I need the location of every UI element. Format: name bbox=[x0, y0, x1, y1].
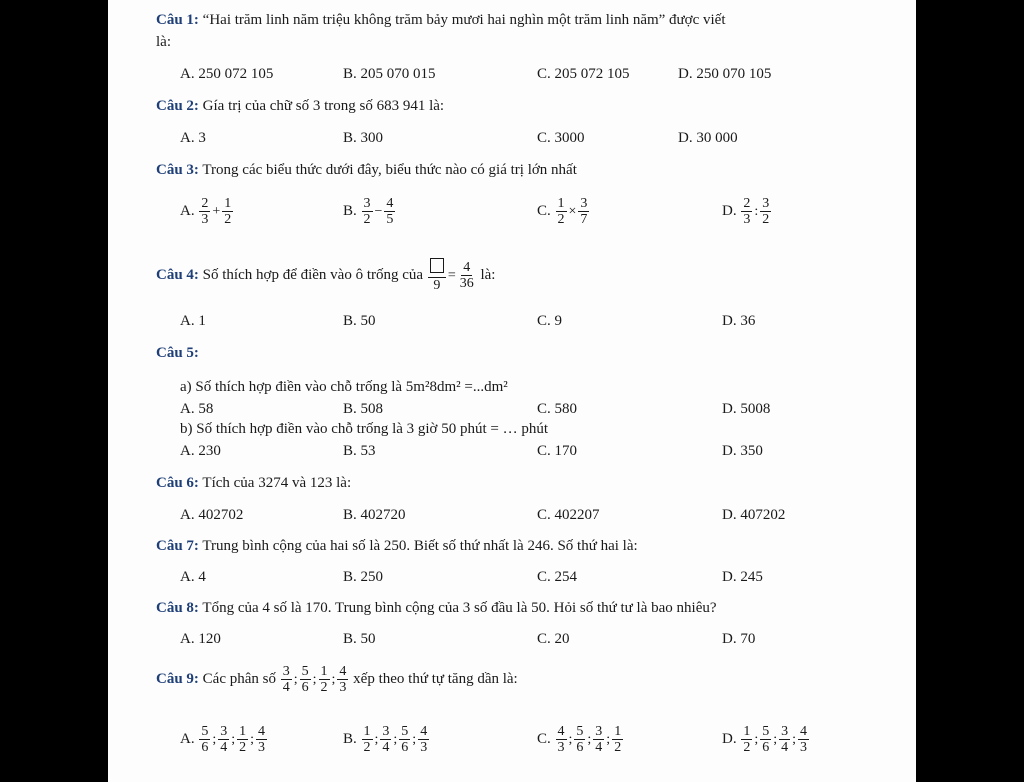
q3-option-d[interactable] bbox=[722, 196, 772, 227]
q9-option-c[interactable] bbox=[537, 724, 624, 755]
question-number: Câu 5: bbox=[156, 345, 199, 361]
q6-option-b[interactable]: B. 402720 bbox=[343, 507, 406, 523]
cut-off-next-line bbox=[150, 772, 850, 782]
denominator: 3 bbox=[743, 212, 751, 227]
fraction bbox=[384, 196, 395, 227]
q6-option-d[interactable]: D. 407202 bbox=[722, 507, 786, 523]
question-text: Tích của 3274 và 123 là: bbox=[202, 475, 352, 491]
denominator: 9 bbox=[433, 278, 441, 293]
equals-sign: = bbox=[447, 267, 456, 283]
q9-option-a[interactable] bbox=[180, 724, 268, 755]
option-label: D. bbox=[722, 203, 737, 219]
fraction bbox=[300, 664, 311, 695]
question-text: Tổng của 4 số là 170. Trung bình cộng của 3 số đầu là 50. Hỏi số thứ tư là bao nhiêu? bbox=[202, 600, 717, 616]
fraction-list bbox=[740, 724, 810, 755]
fraction bbox=[760, 196, 771, 227]
numerator: 3 bbox=[580, 196, 588, 211]
q9-option-d[interactable] bbox=[722, 724, 810, 755]
q5a-text: a) Số thích hợp điền vào chỗ trống là 5m²8dm² =...dm² bbox=[180, 379, 508, 395]
fraction-with-blank bbox=[428, 258, 446, 293]
separator: ; bbox=[754, 731, 759, 747]
question-1-continuation: là: bbox=[156, 34, 171, 50]
q6-option-c[interactable]: C. 402207 bbox=[537, 507, 600, 523]
q4-option-d[interactable]: D. 36 bbox=[722, 313, 756, 329]
q2-option-d[interactable]: D. 30 000 bbox=[678, 130, 738, 146]
fraction-list bbox=[198, 724, 268, 755]
question-7 bbox=[156, 538, 638, 555]
numerator: 4 bbox=[800, 724, 808, 739]
numerator: 5 bbox=[301, 664, 309, 679]
numerator: 4 bbox=[463, 260, 471, 275]
numerator bbox=[428, 258, 446, 278]
denominator: 6 bbox=[201, 740, 209, 755]
fraction bbox=[612, 724, 623, 755]
question-8 bbox=[156, 600, 717, 617]
denominator: 2 bbox=[743, 740, 751, 755]
fraction bbox=[418, 724, 429, 755]
separator: ; bbox=[393, 731, 398, 747]
denominator: 2 bbox=[363, 212, 371, 227]
q7-option-d[interactable]: D. 245 bbox=[722, 569, 763, 585]
q3-option-a[interactable] bbox=[180, 196, 234, 227]
fraction bbox=[337, 664, 348, 695]
q2-option-c[interactable]: C. 3000 bbox=[537, 130, 585, 146]
option-label: C. bbox=[537, 203, 551, 219]
q5b-option-c[interactable]: C. 170 bbox=[537, 443, 578, 459]
q4-option-a[interactable]: A. 1 bbox=[180, 313, 206, 329]
q3-option-b[interactable] bbox=[343, 196, 396, 227]
question-text: “Hai trăm linh năm triệu không trăm bảy mươi hai nghìn một trăm linh năm” được viết bbox=[202, 12, 726, 28]
option-label: B. bbox=[343, 203, 357, 219]
question-number: Câu 4: bbox=[156, 267, 199, 283]
separator: ; bbox=[250, 731, 255, 747]
question-6 bbox=[156, 475, 351, 492]
question-text: Số thích hợp để điền vào ô trống của bbox=[202, 267, 424, 283]
numerator: 5 bbox=[576, 724, 584, 739]
q4-option-c[interactable]: C. 9 bbox=[537, 313, 563, 329]
question-number: Câu 1: bbox=[156, 12, 199, 28]
q7-option-b[interactable]: B. 250 bbox=[343, 569, 384, 585]
numerator: 1 bbox=[743, 724, 751, 739]
numerator: 4 bbox=[557, 724, 565, 739]
fraction bbox=[319, 664, 330, 695]
denominator: 6 bbox=[301, 680, 309, 695]
fraction bbox=[237, 724, 248, 755]
q5a-option-d[interactable]: D. 5008 bbox=[722, 401, 771, 417]
numerator: 1 bbox=[363, 724, 371, 739]
separator: ; bbox=[792, 731, 797, 747]
denominator: 3 bbox=[201, 212, 209, 227]
q8-option-d[interactable]: D. 70 bbox=[722, 631, 756, 647]
question-number: Câu 7: bbox=[156, 538, 199, 554]
denominator: 2 bbox=[762, 212, 770, 227]
fraction-list bbox=[555, 724, 625, 755]
option-label: C. bbox=[537, 731, 551, 747]
fraction-list bbox=[280, 664, 350, 695]
denominator: 36 bbox=[459, 276, 474, 291]
q9-option-b[interactable] bbox=[343, 724, 430, 755]
numerator: 3 bbox=[363, 196, 371, 211]
q8-option-b[interactable]: B. 50 bbox=[343, 631, 376, 647]
fraction bbox=[362, 196, 373, 227]
denominator: 4 bbox=[220, 740, 228, 755]
q1-option-d[interactable]: D. 250 070 105 bbox=[678, 66, 772, 82]
numerator: 4 bbox=[420, 724, 428, 739]
numerator: 2 bbox=[743, 196, 751, 211]
q5a-option-a[interactable]: A. 58 bbox=[180, 401, 214, 417]
denominator: 3 bbox=[420, 740, 428, 755]
numerator: 2 bbox=[201, 196, 209, 211]
denominator: 3 bbox=[557, 740, 565, 755]
denominator: 5 bbox=[386, 212, 394, 227]
numerator: 3 bbox=[781, 724, 789, 739]
separator: ; bbox=[212, 731, 217, 747]
denominator: 3 bbox=[258, 740, 266, 755]
fraction bbox=[458, 260, 476, 291]
separator: ; bbox=[312, 671, 317, 687]
fraction bbox=[779, 724, 790, 755]
question-number: Câu 3: bbox=[156, 162, 199, 178]
option-label: B. bbox=[343, 731, 357, 747]
numerator: 1 bbox=[224, 196, 232, 211]
separator: ; bbox=[331, 671, 336, 687]
denominator: 3 bbox=[800, 740, 808, 755]
question-3 bbox=[156, 162, 577, 179]
question-text: Trong các biểu thức dưới đây, biểu thức nào có giá trị lớn nhất bbox=[202, 162, 577, 178]
fraction bbox=[218, 724, 229, 755]
question-text: Trung bình cộng của hai số là 250. Biết số thứ nhất là 246. Số thứ hai là: bbox=[202, 538, 638, 554]
question-text: Gía trị của chữ số 3 trong số 683 941 là: bbox=[202, 98, 445, 114]
separator: ; bbox=[568, 731, 573, 747]
option-label: A. bbox=[180, 731, 195, 747]
fraction bbox=[380, 724, 391, 755]
question-text: Các phân số bbox=[202, 671, 276, 687]
numerator: 3 bbox=[762, 196, 770, 211]
q7-option-a[interactable]: A. 4 bbox=[180, 569, 206, 585]
numerator: 3 bbox=[595, 724, 603, 739]
denominator: 6 bbox=[401, 740, 409, 755]
q5a-option-c[interactable]: C. 580 bbox=[537, 401, 578, 417]
separator: ; bbox=[374, 731, 379, 747]
q1-option-b[interactable]: B. 205 070 015 bbox=[343, 66, 436, 82]
numerator: 3 bbox=[282, 664, 290, 679]
q6-option-a[interactable]: A. 402702 bbox=[180, 507, 244, 523]
q4-option-b[interactable]: B. 50 bbox=[343, 313, 376, 329]
numerator: 5 bbox=[201, 724, 209, 739]
denominator: 4 bbox=[382, 740, 390, 755]
q1-option-a[interactable]: A. 250 072 105 bbox=[180, 66, 274, 82]
fraction bbox=[399, 724, 410, 755]
q5b-option-b[interactable]: B. 53 bbox=[343, 443, 376, 459]
q1-option-c[interactable]: C. 205 072 105 bbox=[537, 66, 630, 82]
blank-box[interactable] bbox=[430, 258, 444, 273]
q2-option-b[interactable]: B. 300 bbox=[343, 130, 384, 146]
question-9 bbox=[156, 664, 518, 695]
operator: + bbox=[212, 203, 221, 219]
denominator: 2 bbox=[363, 740, 371, 755]
fraction bbox=[556, 724, 567, 755]
denominator: 2 bbox=[557, 212, 565, 227]
q5b-text: b) Số thích hợp điền vào chỗ trống là 3 giờ 50 phút = … phút bbox=[180, 421, 549, 437]
denominator: 2 bbox=[239, 740, 247, 755]
fraction bbox=[760, 724, 771, 755]
operator: − bbox=[374, 203, 383, 219]
denominator: 4 bbox=[595, 740, 603, 755]
fraction bbox=[741, 724, 752, 755]
operator: : bbox=[754, 203, 759, 219]
separator: ; bbox=[587, 731, 592, 747]
numerator: 1 bbox=[614, 724, 622, 739]
fraction bbox=[199, 196, 210, 227]
separator: ; bbox=[606, 731, 611, 747]
numerator: 1 bbox=[557, 196, 565, 211]
denominator: 6 bbox=[576, 740, 584, 755]
fraction bbox=[556, 196, 567, 227]
numerator: 4 bbox=[258, 724, 266, 739]
fraction bbox=[578, 196, 589, 227]
numerator: 1 bbox=[320, 664, 328, 679]
fraction bbox=[574, 724, 585, 755]
question-number: Câu 2: bbox=[156, 98, 199, 114]
numerator: 3 bbox=[382, 724, 390, 739]
q5b-option-d[interactable]: D. 350 bbox=[722, 443, 763, 459]
option-label: D. bbox=[722, 731, 737, 747]
numerator: 5 bbox=[401, 724, 409, 739]
denominator: 4 bbox=[781, 740, 789, 755]
question-number: Câu 8: bbox=[156, 600, 199, 616]
option-label: A. bbox=[180, 203, 195, 219]
denominator: 2 bbox=[614, 740, 622, 755]
fraction bbox=[798, 724, 809, 755]
fraction bbox=[593, 724, 604, 755]
q3-option-c[interactable] bbox=[537, 196, 590, 227]
question-number: Câu 9: bbox=[156, 671, 199, 687]
question-1 bbox=[156, 12, 726, 29]
denominator: 4 bbox=[282, 680, 290, 695]
numerator: 4 bbox=[386, 196, 394, 211]
q2-option-a[interactable]: A. 3 bbox=[180, 130, 206, 146]
fraction bbox=[256, 724, 267, 755]
denominator: 2 bbox=[320, 680, 328, 695]
operator: × bbox=[568, 203, 577, 219]
q5b-option-a[interactable]: A. 230 bbox=[180, 443, 221, 459]
denominator: 3 bbox=[339, 680, 347, 695]
separator: ; bbox=[412, 731, 417, 747]
question-number: Câu 6: bbox=[156, 475, 199, 491]
denominator: 7 bbox=[580, 212, 588, 227]
denominator: 2 bbox=[224, 212, 232, 227]
q5a-option-b[interactable]: B. 508 bbox=[343, 401, 384, 417]
separator: ; bbox=[293, 671, 298, 687]
fraction bbox=[362, 724, 373, 755]
numerator: 5 bbox=[762, 724, 770, 739]
question-2 bbox=[156, 98, 444, 115]
q7-option-c[interactable]: C. 254 bbox=[537, 569, 578, 585]
question-tail: là: bbox=[480, 267, 496, 283]
fraction bbox=[281, 664, 292, 695]
question-5 bbox=[156, 345, 199, 362]
numerator: 1 bbox=[239, 724, 247, 739]
numerator: 3 bbox=[220, 724, 228, 739]
q8-option-a[interactable]: A. 120 bbox=[180, 631, 221, 647]
denominator: 6 bbox=[762, 740, 770, 755]
separator: ; bbox=[773, 731, 778, 747]
fraction bbox=[741, 196, 752, 227]
fraction bbox=[199, 724, 210, 755]
fraction-list bbox=[361, 724, 431, 755]
q8-option-c[interactable]: C. 20 bbox=[537, 631, 570, 647]
numerator: 4 bbox=[339, 664, 347, 679]
question-4 bbox=[156, 258, 495, 293]
question-text-end: xếp theo thứ tự tăng dần là: bbox=[353, 671, 518, 687]
fraction bbox=[222, 196, 233, 227]
separator: ; bbox=[231, 731, 236, 747]
